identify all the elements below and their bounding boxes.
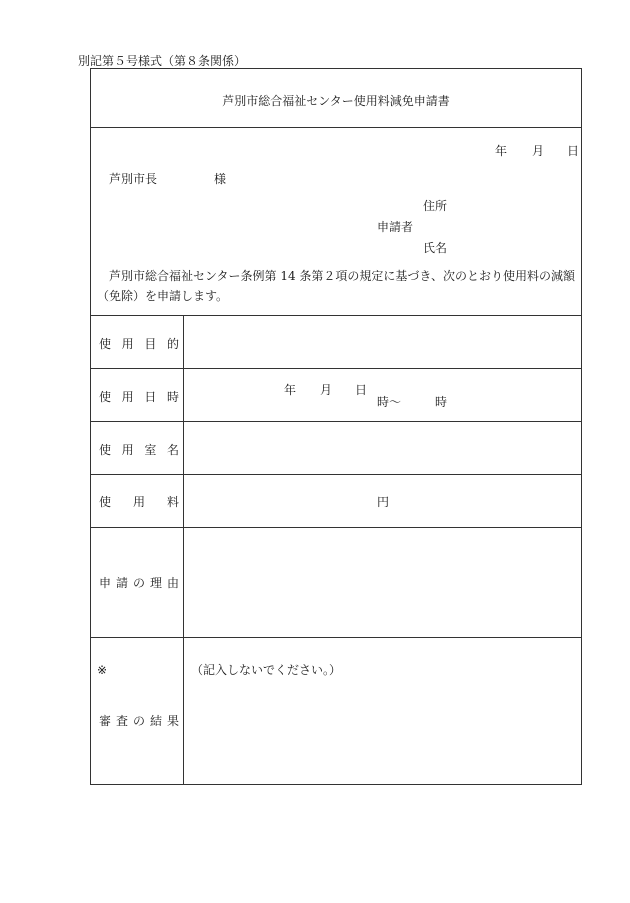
fee-label-char: 使 — [99, 495, 112, 509]
purpose-label-char: 目 — [144, 337, 157, 351]
review-label-char: 審 — [99, 714, 112, 728]
datetime-label-char: 日 — [144, 390, 157, 404]
reason-label-char: 由 — [166, 576, 179, 590]
form-reference-note: 別記第５号様式（第８条関係） — [78, 54, 247, 68]
form-title: 芦別市総合福祉センター使用料減免申請書 — [222, 94, 450, 108]
applicant-name-label: 氏名 — [423, 241, 448, 255]
review-label-char: 査 — [115, 714, 128, 728]
row-divider — [91, 527, 581, 528]
room-label-char: 名 — [166, 443, 179, 457]
datetime-from-hour: 時～ — [377, 395, 402, 409]
applicant-label: 申請者 — [377, 220, 414, 234]
purpose-label-char: 的 — [166, 337, 179, 351]
addressee-name: 芦別市長 — [109, 172, 158, 186]
datetime-to-hour: 時 — [435, 395, 448, 409]
date-month: 月 — [532, 144, 545, 158]
datetime-month: 月 — [320, 383, 333, 397]
fee-unit: 円 — [377, 495, 390, 509]
room-label — [99, 441, 179, 458]
review-label-char: 果 — [166, 714, 179, 728]
official-use-mark: ※ — [97, 663, 108, 677]
section-divider — [91, 315, 581, 316]
reason-label-char: の — [132, 576, 145, 590]
purpose-label-char: 用 — [121, 337, 134, 351]
title-divider — [91, 127, 581, 128]
label-column-divider — [183, 315, 184, 784]
date-day: 日 — [567, 144, 580, 158]
date-year: 年 — [495, 144, 508, 158]
applicant-address-label: 住所 — [423, 199, 448, 213]
row-divider — [91, 474, 581, 475]
row-divider — [91, 637, 581, 638]
reason-field[interactable] — [185, 529, 579, 636]
review-note: （記入しないでください。） — [191, 663, 342, 677]
application-form — [90, 68, 582, 785]
purpose-label — [99, 335, 179, 352]
datetime-label — [99, 388, 179, 405]
reason-label-char: 申 — [99, 576, 112, 590]
reason-label — [99, 574, 179, 591]
datetime-label-char: 使 — [99, 390, 112, 404]
application-statement: 芦別市総合福祉センター条例第 14 条第２項の規定に基づき、次のとおり使用料の減額（免除）を申請します。 — [97, 269, 575, 303]
datetime-year: 年 — [284, 383, 297, 397]
datetime-day: 日 — [355, 383, 368, 397]
review-result-label — [99, 712, 179, 729]
fee-label-char: 料 — [166, 495, 179, 509]
row-divider — [91, 421, 581, 422]
datetime-label-char: 時 — [166, 390, 179, 404]
fee-label-char: 用 — [132, 495, 145, 509]
addressee-honorific: 様 — [214, 172, 227, 186]
purpose-label-char: 使 — [99, 337, 112, 351]
review-label-char: の — [132, 714, 145, 728]
review-label-char: 結 — [149, 714, 162, 728]
room-label-char: 使 — [99, 443, 112, 457]
reason-label-char: 理 — [149, 576, 162, 590]
row-divider — [91, 368, 581, 369]
purpose-field[interactable] — [185, 317, 579, 367]
datetime-label-char: 用 — [121, 390, 134, 404]
room-label-char: 用 — [121, 443, 134, 457]
fee-label — [99, 493, 179, 510]
room-field[interactable] — [185, 423, 579, 473]
room-label-char: 室 — [144, 443, 157, 457]
reason-label-char: 請 — [115, 576, 128, 590]
